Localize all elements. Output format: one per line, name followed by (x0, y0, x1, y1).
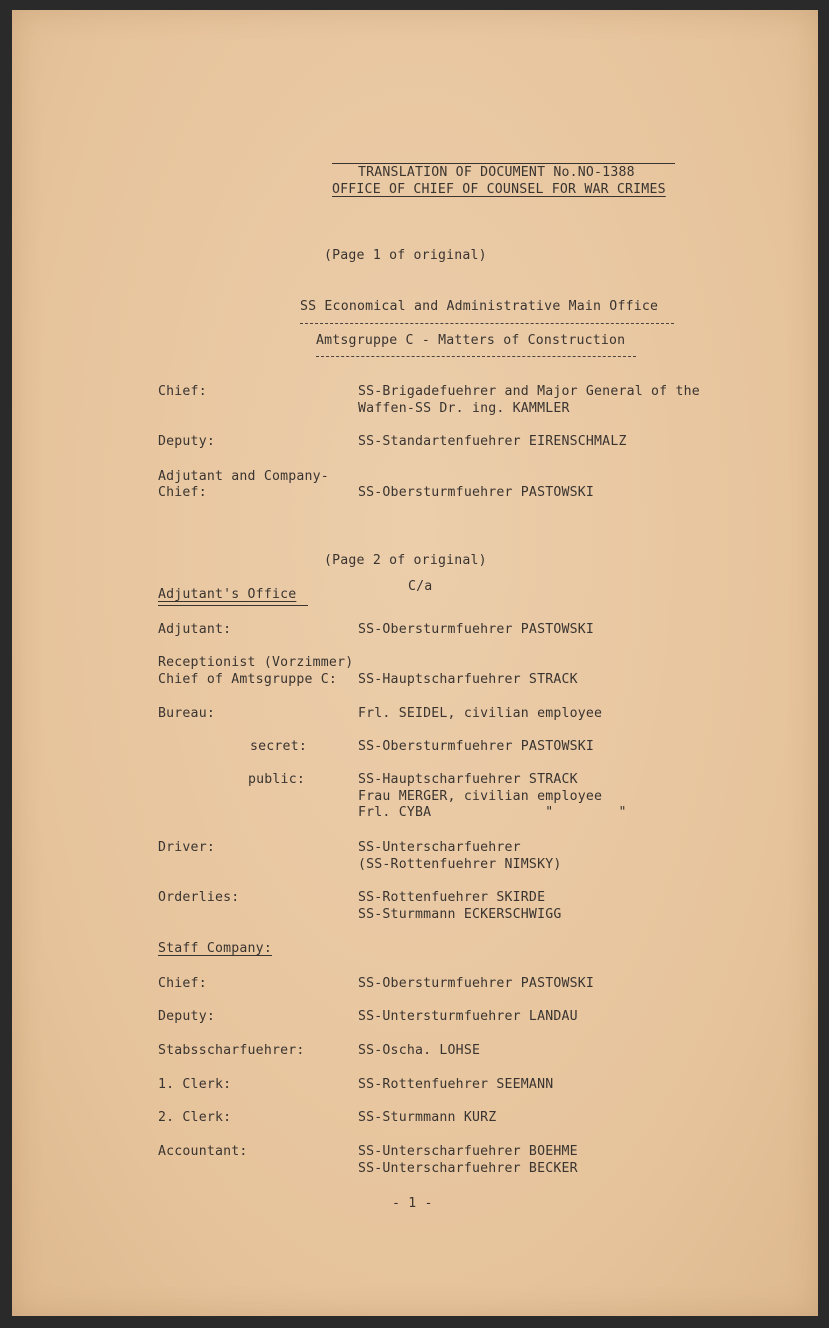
clerk-2-label: 2. Clerk: (158, 1110, 232, 1125)
office-title-rule (300, 323, 674, 324)
orderlies-value-2: SS-Sturmmann ECKERSCHWIGG (358, 907, 562, 922)
staff-chief-value: SS-Obersturmfuehrer PASTOWSKI (358, 976, 595, 991)
page-2-note: (Page 2 of original) (324, 553, 487, 568)
driver-label: Driver: (158, 840, 215, 855)
staff-deputy-value: SS-Untersturmfuehrer LANDAU (358, 1009, 578, 1024)
secret-value: SS-Obersturmfuehrer PASTOWSKI (358, 739, 595, 754)
accountant-value-2: SS-Unterscharfuehrer BECKER (358, 1161, 578, 1176)
chief-label: Chief: (158, 384, 207, 399)
clerk-1-label: 1. Clerk: (158, 1077, 232, 1092)
bureau-label: Bureau: (158, 706, 215, 721)
adjutants-office-heading: Adjutant's Office (158, 587, 297, 602)
receptionist-label-2: Chief of Amtsgruppe C: (158, 672, 338, 687)
adjutant-label: Adjutant: (158, 622, 232, 637)
driver-value-1: SS-Unterscharfuehrer (358, 840, 521, 855)
deputy-value: SS-Standartenfuehrer EIRENSCHMALZ (358, 434, 627, 449)
public-value-1: SS-Hauptscharfuehrer STRACK (358, 772, 578, 787)
staff-company-heading: Staff Company: (158, 941, 272, 956)
stabsscharfuehrer-label: Stabsscharfuehrer: (158, 1043, 305, 1058)
adjutant-value: SS-Obersturmfuehrer PASTOWSKI (358, 622, 595, 637)
page-number: - 1 - (392, 1196, 433, 1211)
office-title: SS Economical and Administrative Main Office (300, 299, 659, 314)
page-1-note: (Page 1 of original) (324, 248, 487, 263)
adjutant-company-label-2: Chief: (158, 485, 207, 500)
driver-value-2: (SS-Rottenfuehrer NIMSKY) (358, 857, 562, 872)
orderlies-value-1: SS-Rottenfuehrer SKIRDE (358, 890, 546, 905)
accountant-value-1: SS-Unterscharfuehrer BOEHME (358, 1144, 578, 1159)
adjutant-company-label-1: Adjutant and Company- (158, 469, 329, 484)
clerk-1-value: SS-Rottenfuehrer SEEMANN (358, 1077, 554, 1092)
public-value-3: Frl. CYBA " " (358, 805, 627, 820)
header-line-2: OFFICE OF CHIEF OF COUNSEL FOR WAR CRIMES (332, 182, 666, 197)
orderlies-label: Orderlies: (158, 890, 240, 905)
header-top-rule (332, 163, 675, 164)
chief-value-2: Waffen-SS Dr. ing. KAMMLER (358, 401, 570, 416)
bureau-value: Frl. SEIDEL, civilian employee (358, 706, 603, 721)
header-line-1: TRANSLATION OF DOCUMENT No.NO-1388 (358, 165, 635, 180)
adjutant-company-value: SS-Obersturmfuehrer PASTOWSKI (358, 485, 595, 500)
staff-deputy-label: Deputy: (158, 1009, 215, 1024)
receptionist-label-1: Receptionist (Vorzimmer) (158, 655, 354, 670)
public-label: public: (248, 772, 305, 787)
adjutants-office-rule (158, 605, 308, 606)
office-subtitle: Amtsgruppe C - Matters of Construction (316, 333, 626, 348)
stabsscharfuehrer-value: SS-Oscha. LOHSE (358, 1043, 481, 1058)
secret-label: secret: (250, 739, 307, 754)
public-value-2: Frau MERGER, civilian employee (358, 789, 603, 804)
receptionist-value: SS-Hauptscharfuehrer STRACK (358, 672, 578, 687)
page-2-mark: C/a (408, 579, 433, 594)
clerk-2-value: SS-Sturmmann KURZ (358, 1110, 497, 1125)
deputy-label: Deputy: (158, 434, 215, 449)
accountant-label: Accountant: (158, 1144, 248, 1159)
office-subtitle-rule (316, 356, 636, 357)
chief-value-1: SS-Brigadefuehrer and Major General of the (358, 384, 700, 399)
document-page (12, 10, 818, 1316)
staff-chief-label: Chief: (158, 976, 207, 991)
